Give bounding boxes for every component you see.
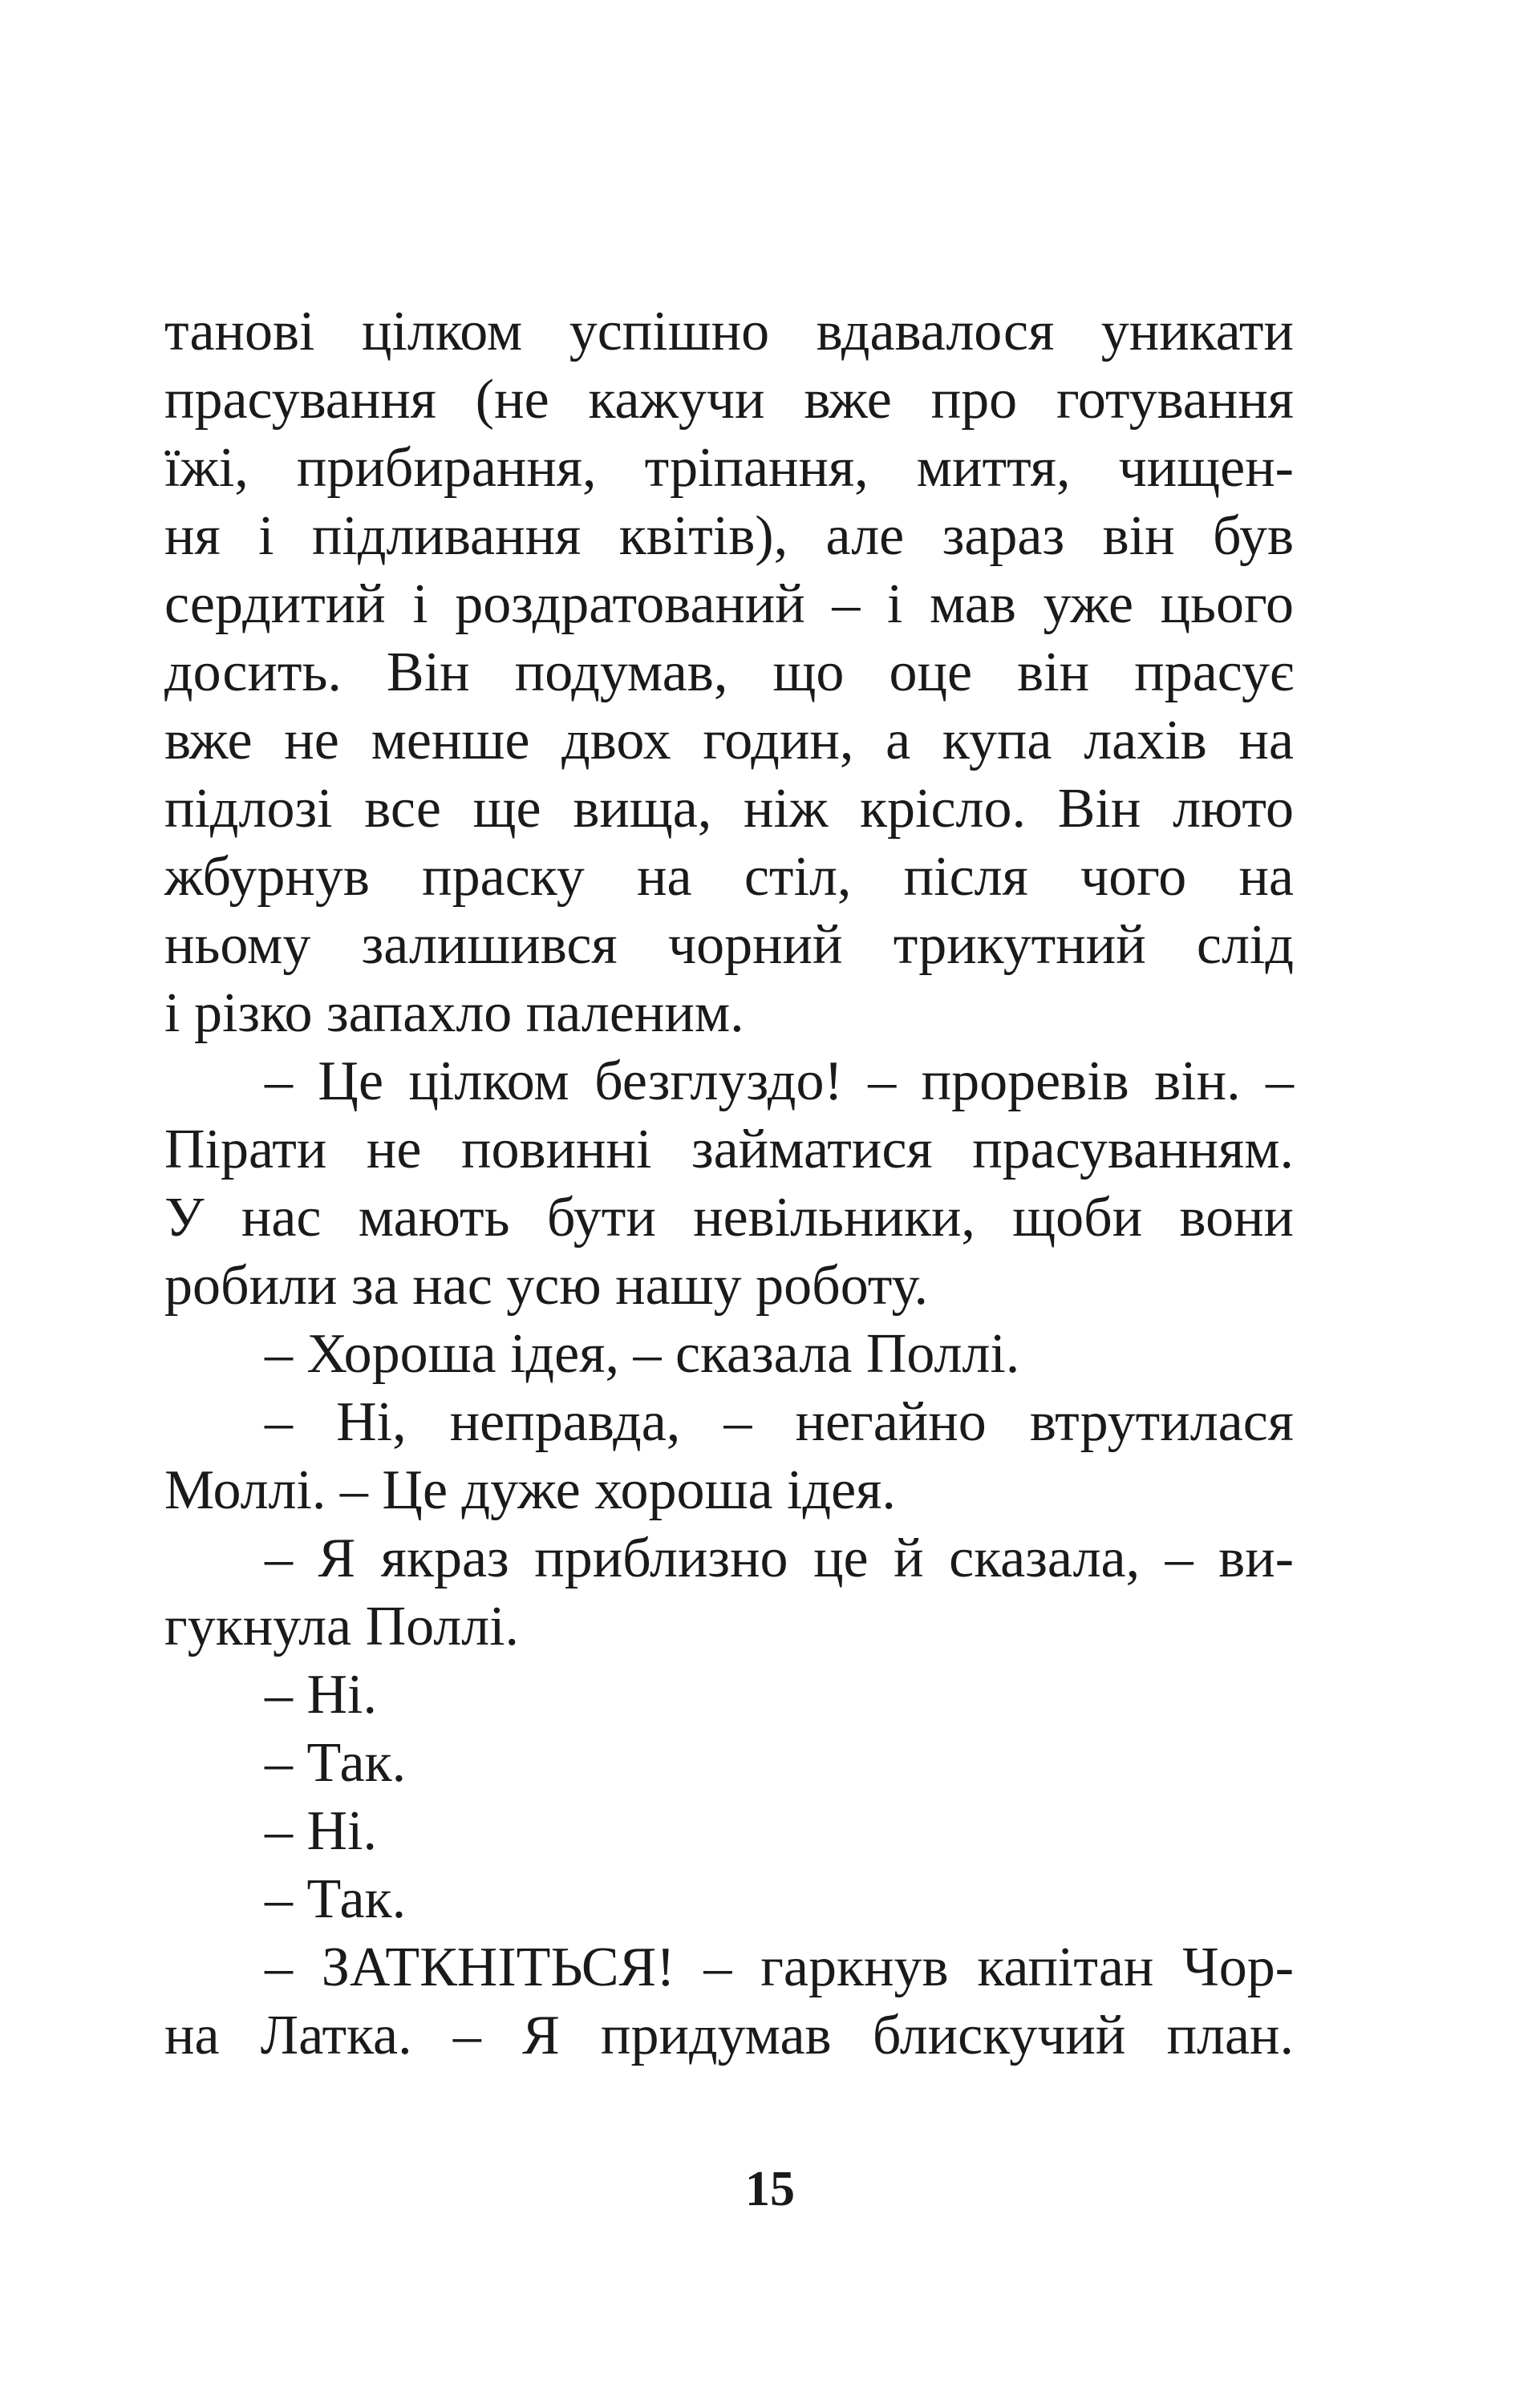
- text-line: гукнула Поллі.: [164, 1596, 520, 1657]
- text-line: досить. Він подумав, що оце він прасує: [164, 641, 1294, 703]
- text-line: – ЗАТКНІТЬСЯ! – гаркнув капітан Чор-: [265, 1937, 1294, 1998]
- text-line: танові цілком успішно вдавалося уникати: [164, 301, 1294, 362]
- text-line: прасування (не кажучи вже про готування: [164, 369, 1294, 431]
- text-line: – Так.: [265, 1732, 407, 1794]
- text-line: – Так.: [265, 1868, 407, 1930]
- text-line: підлозі все ще вища, ніж крісло. Він люто: [164, 778, 1294, 840]
- text-line: У нас мають бути невільники, щоби вони: [164, 1187, 1294, 1249]
- text-line: – Ні, неправда, – негайно втрутилася: [265, 1391, 1294, 1453]
- text-line: – Ні.: [265, 1800, 377, 1862]
- text-line: – Я якраз приблизно це й сказала, – ви-: [265, 1528, 1294, 1589]
- text-line: – Ні.: [265, 1664, 377, 1726]
- text-line: ньому залишився чорний трикутний слід: [164, 914, 1294, 976]
- text-line: на Латка. – Я придумав блискучий план.: [164, 2005, 1294, 2066]
- text-line: ня і підливання квітів), але зараз він був: [164, 505, 1294, 567]
- text-line: Моллі. – Це дуже хороша ідея.: [164, 1459, 896, 1521]
- text-line: сердитий і роздратований – і мав уже цього: [164, 573, 1294, 635]
- text-line: робили за нас усю нашу роботу.: [164, 1255, 928, 1317]
- page-number: 15: [745, 2162, 795, 2216]
- body-text: [164, 297, 1294, 2070]
- text-line: їжі, прибирання, тріпання, миття, чищен-: [164, 437, 1294, 499]
- text-line: вже не менше двох годин, а купа лахів на: [164, 710, 1294, 771]
- text-line: – Це цілком безглуздо! – проревів він. –: [265, 1050, 1294, 1112]
- text-line: і різко запахло паленим.: [164, 982, 744, 1044]
- text-line: Пірати не повинні займатися прасуванням.: [164, 1119, 1294, 1180]
- text-line: – Хороша ідея, – сказала Поллі.: [265, 1323, 1020, 1385]
- text-line: жбурнув праску на стіл, після чого на: [164, 846, 1294, 908]
